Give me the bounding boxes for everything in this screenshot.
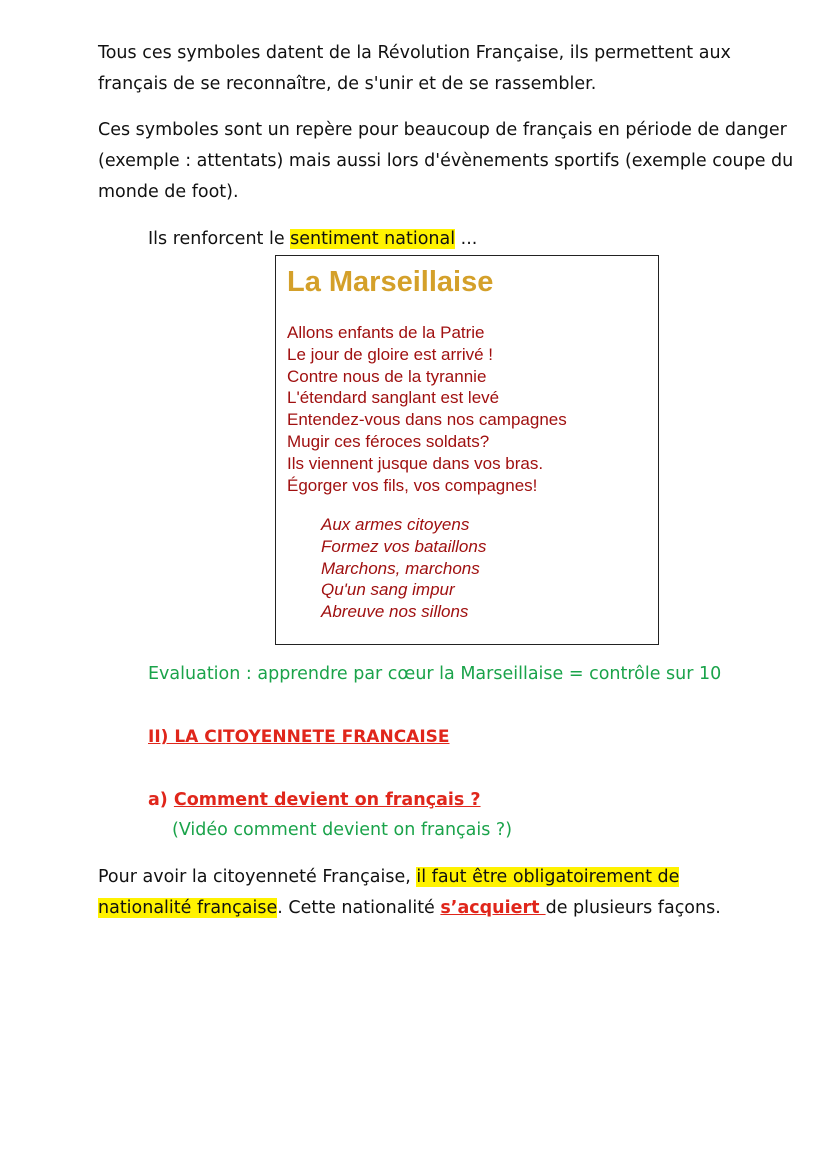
- poem-verse: [287, 322, 567, 496]
- chorus-line: Marchons, marchons: [321, 558, 480, 578]
- verse-line: Le jour de gloire est arrivé !: [287, 344, 493, 364]
- video-note: (Vidéo comment devient on français ?): [172, 820, 513, 840]
- chorus-line: Formez vos bataillons: [321, 536, 487, 556]
- section-heading: II) LA CITOYENNETE FRANCAISE: [148, 727, 450, 747]
- acquiert-emphasis: s’acquiert: [440, 898, 546, 918]
- closing-paragraph: [98, 862, 738, 924]
- subsection-label: a): [148, 790, 174, 810]
- intro-paragraph-2: Ces symboles sont un repère pour beaucoup de français en période de danger (exemple : attentats) mais aussi lors d'évènements sportifs (exemple coupe du monde de foot).: [98, 120, 794, 202]
- marseillaise-box: [275, 255, 659, 645]
- chorus-line: Aux armes citoyens: [321, 515, 470, 534]
- evaluation-note: Evaluation : apprendre par cœur la Marseillaise = contrôle sur 10: [148, 664, 722, 684]
- poem-chorus: [321, 514, 486, 623]
- closing-text-start: Pour avoir la citoyenneté Française,: [98, 867, 417, 887]
- sentiment-national-highlight: sentiment national: [290, 229, 456, 249]
- verse-line: Entendez-vous dans nos campagnes: [287, 410, 567, 430]
- subsection-heading: [148, 785, 828, 816]
- verse-line: Égorger vos fils, vos compagnes!: [287, 475, 538, 495]
- closing-text-middle: . Cette nationalité: [277, 898, 441, 918]
- chorus-line: Abreuve nos sillons: [321, 602, 469, 622]
- intro-paragraph-3: [148, 224, 828, 255]
- verse-line: Mugir ces féroces soldats?: [287, 431, 490, 451]
- closing-text-end: de plusieurs façons.: [545, 898, 721, 918]
- verse-line: Contre nous de la tyrannie: [287, 366, 487, 386]
- chorus-line: Qu'un sang impur: [321, 580, 455, 600]
- poem-title: La Marseillaise: [287, 266, 494, 298]
- verse-line: L'étendard sanglant est levé: [287, 388, 500, 408]
- subsection-title: Comment devient on français ?: [173, 790, 481, 810]
- nationality-highlight: il faut être obligatoirement de nationalité française: [98, 867, 680, 918]
- intro-paragraph-1: Tous ces symboles datent de la Révolution Française, ils permettent aux français de se reconnaître, de s'unir et de se rassembler.: [98, 43, 731, 94]
- intro-text: Ils renforcent le: [148, 229, 291, 249]
- verse-line: Ils viennent jusque dans vos bras.: [287, 453, 544, 473]
- verse-line: Allons enfants de la Patrie: [287, 323, 485, 342]
- intro-ellipsis: ...: [455, 229, 478, 249]
